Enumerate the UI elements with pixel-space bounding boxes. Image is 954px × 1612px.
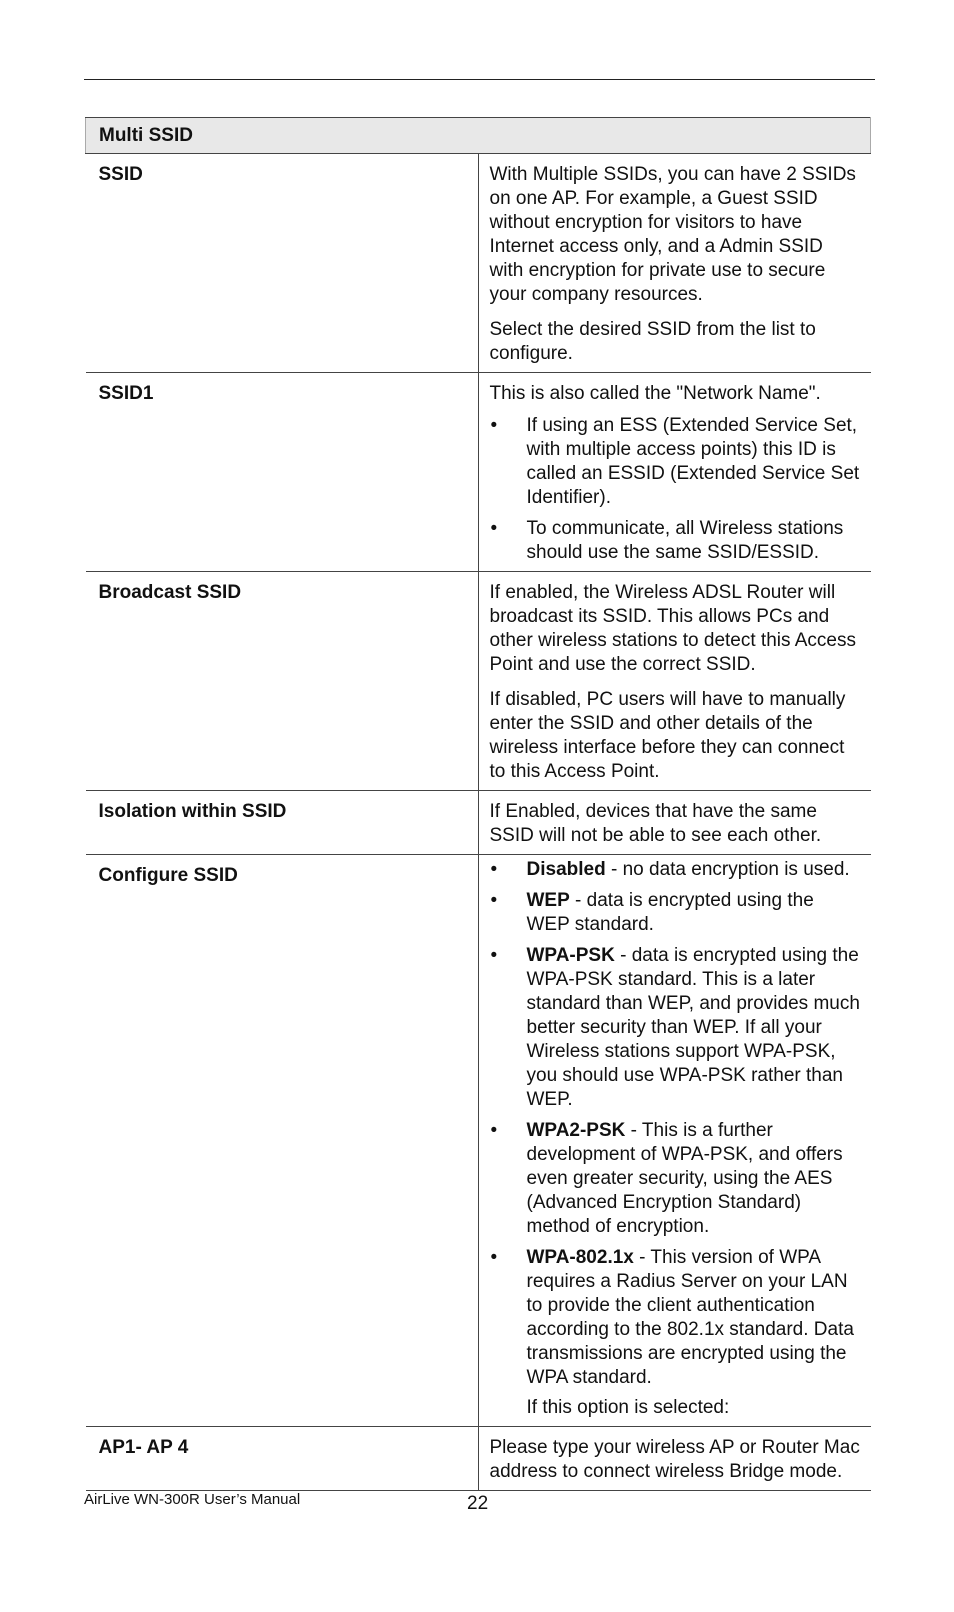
bullet-icon: •	[490, 415, 498, 436]
row-desc-ssid	[478, 154, 871, 373]
header-rule	[84, 79, 875, 80]
row-desc-isolation	[478, 791, 871, 855]
term: WPA-802.1x	[526, 1247, 634, 1268]
row-label-ssid: SSID	[86, 154, 479, 373]
list-item	[490, 858, 861, 882]
row-label-ap: AP1- AP 4	[86, 1427, 479, 1491]
term: Disabled	[526, 859, 606, 880]
table-row-ssid	[86, 154, 871, 373]
paragraph: If Enabled, devices that have the same SSID will not be able to see each other.	[489, 801, 822, 846]
table-row-ap	[86, 1427, 871, 1491]
multi-ssid-table	[85, 117, 871, 1491]
term: WEP	[526, 890, 570, 911]
paragraph: If enabled, the Wireless ADSL Router will broadcast its SSID. This allows PCs and other wireless stations to detect this Access Point and use the correct SSID.	[489, 582, 856, 675]
list-item-text: - no data encryption is used.	[605, 859, 850, 880]
bullet-icon: •	[490, 518, 498, 539]
bullet-icon: •	[490, 1247, 498, 1268]
list-item-text: - data is encrypted using the WPA-PSK standard. This is a later standard than WEP, and provides much better security than WEP. If all your Wireless stations support WPA-PSK, you should use WPA-PSK rather than WEP.	[526, 945, 860, 1110]
paragraph: This is also called the "Network Name".	[489, 383, 821, 404]
list-item	[490, 414, 861, 510]
list-item	[490, 1246, 861, 1390]
list-item	[490, 944, 861, 1112]
term: WPA-PSK	[526, 945, 615, 966]
table-row-isolation	[86, 791, 871, 855]
page-number: 22	[467, 1493, 489, 1514]
row-label-broadcast-ssid: Broadcast SSID	[86, 572, 479, 791]
list-item	[490, 889, 861, 937]
list-item-text: - This is a further development of WPA-PSK, and offers even greater security, using the AES (Advanced Encryption Standard) method of encryption.	[526, 1120, 843, 1237]
paragraph: Select the desired SSID from the list to configure.	[489, 319, 816, 364]
list-item	[490, 517, 861, 565]
list-item	[490, 1119, 861, 1239]
table-row-configure-ssid	[86, 855, 871, 1427]
bullet-list	[490, 414, 861, 565]
table-row-ssid1	[86, 373, 871, 572]
row-label-isolation: Isolation within SSID	[86, 791, 479, 855]
row-label-ssid1: SSID1	[86, 373, 479, 572]
table-header: Multi SSID	[86, 118, 871, 154]
option-note: If this option is selected:	[526, 1397, 730, 1418]
paragraph: With Multiple SSIDs, you can have 2 SSIDs on one AP. For example, a Guest SSID without encryption for visitors to have Internet access only, and a Admin SSID with encryption for private use to secure your company resources.	[489, 164, 856, 305]
table-row-broadcast-ssid	[86, 572, 871, 791]
table-header-row	[86, 118, 871, 154]
row-desc-ap	[478, 1427, 871, 1491]
row-desc-configure-ssid	[478, 855, 871, 1427]
bullet-icon: •	[490, 859, 498, 880]
list-item-text: - data is encrypted using the WEP standard.	[526, 890, 814, 935]
list-item-text: To communicate, all Wireless stations should use the same SSID/ESSID.	[526, 518, 844, 563]
list-item-text: - This version of WPA requires a Radius Server on your LAN to provide the client authentication according to the 802.1x standard. Data transmissions are encrypted using the WPA standard.	[526, 1247, 854, 1388]
bullet-list	[490, 858, 861, 1390]
bullet-icon: •	[490, 1120, 498, 1141]
bullet-icon: •	[490, 890, 498, 911]
row-label-configure-ssid: Configure SSID	[86, 855, 479, 1427]
paragraph: If disabled, PC users will have to manually enter the SSID and other details of the wireless interface before they can connect to this Access Point.	[489, 689, 846, 782]
footer-manual-title: AirLive WN-300R User’s Manual	[84, 1491, 301, 1508]
row-desc-broadcast-ssid	[478, 572, 871, 791]
paragraph: Please type your wireless AP or Router Mac address to connect wireless Bridge mode.	[489, 1437, 860, 1482]
row-desc-ssid1	[478, 373, 871, 572]
term: WPA2-PSK	[526, 1120, 626, 1141]
list-item-text: If using an ESS (Extended Service Set, with multiple access points) this ID is called an ESSID (Extended Service Set Identifier).	[526, 415, 860, 508]
bullet-icon: •	[490, 945, 498, 966]
